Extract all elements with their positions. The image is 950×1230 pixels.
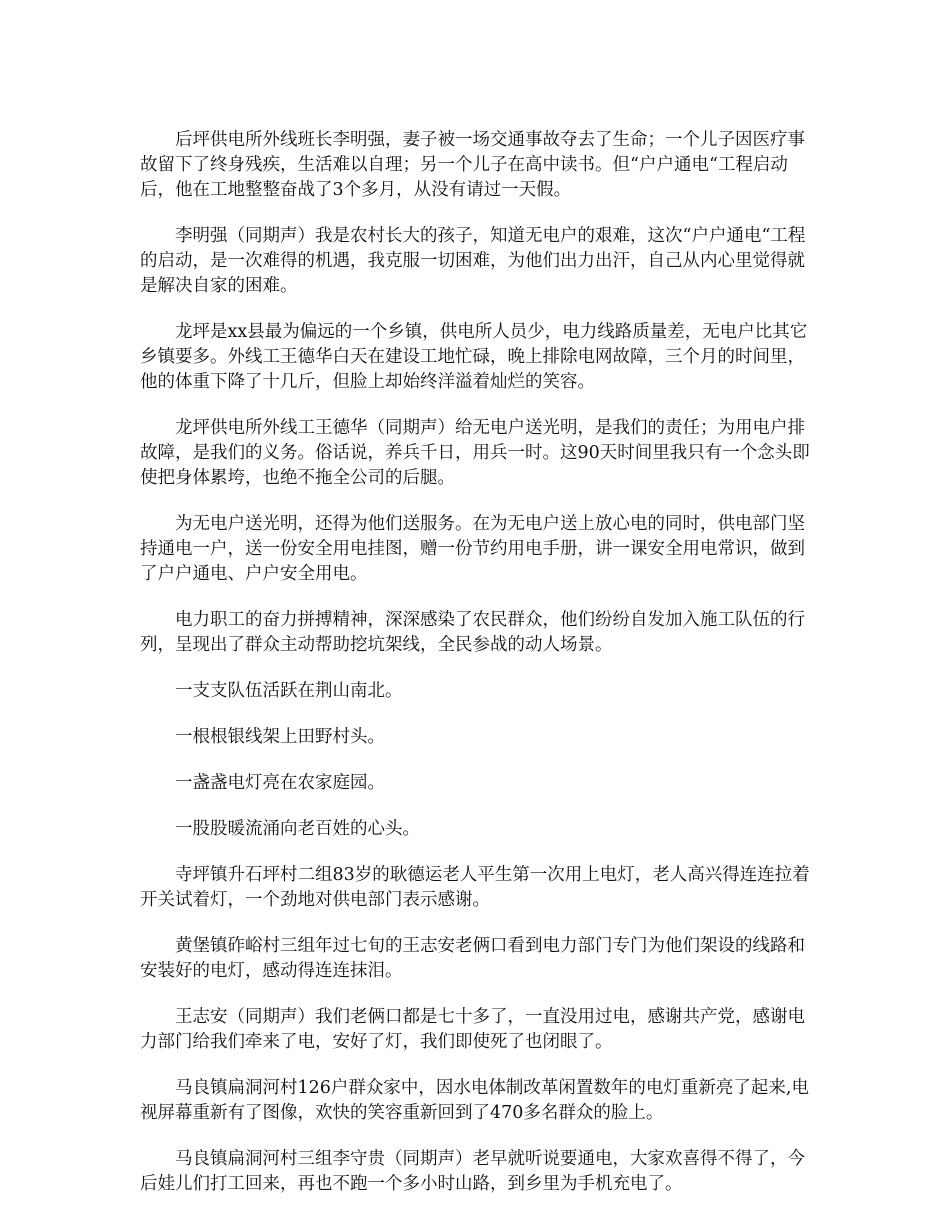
paragraph-12: 黄堡镇砟峪村三组年过七旬的王志安老俩口看到电力部门专门为他们架设的线路和安装好的电灯，感动得连连抹泪。 [140,936,805,981]
paragraph-11: 寺坪镇升石坪村二组83岁的耿德运老人平生第一次用上电灯，老人高兴得连连拉着开关试着灯，一个劲地对供电部门表示感谢。 [140,865,810,910]
paragraph-6: 电力职工的奋力拼搏精神，深深感染了农民群众，他们纷纷自发加入施工队伍的行列，呈现出了群众主动帮助挖坑架线，全民参战的动人场景。 [140,610,805,655]
paragraph-8: 一根根银线架上田野村头。 [175,727,385,747]
paragraph-9: 一盏盏电灯亮在农家庭园。 [175,773,385,793]
paragraph-7: 一支支队伍活跃在荆山南北。 [175,681,403,701]
paragraph-5: 为无电户送光明，还得为他们送服务。在为无电户送上放心电的同时，供电部门坚持通电一户，送一份安全用电挂图，赠一份节约用电手册，讲一课安全用电常识，做到了户户通电、户户安全用电。 [140,514,805,584]
paragraph-3: 龙坪是xx县最为偏远的一个乡镇，供电所人员少，电力线路质量差，无电户比其它乡镇要多。外线工王德华白天在建设工地忙碌，晚上排除电网故障，三个月的时间里，他的体重下降了十几斤，但脸上却始终洋溢着灿烂的笑容。 [140,322,808,392]
paragraph-1: 后坪供电所外线班长李明强，妻子被一场交通事故夺去了生命；一个儿子因医疗事故留下了终身残疾，生活难以自理；另一个儿子在高中读书。但“户户通电“工程启动后，他在工地整整奋战了3个多月，从没有请过一天假。 [140,130,805,200]
paragraph-10: 一股股暖流涌向老百姓的心头。 [175,819,420,839]
paragraph-15: 马良镇扁洞河村三组李守贵（同期声）老早就听说要通电，大家欢喜得不得了，今后娃儿们打工回来，再也不跑一个多小时山路，到乡里为手机充电了。 [140,1149,805,1194]
document-body [140,128,820,1218]
paragraph-2: 李明强（同期声）我是农村长大的孩子，知道无电户的艰难，这次“户户通电“工程的启动，是一次难得的机遇，我克服一切困难，为他们出力出汗，自己从内心里觉得就是解决自家的困难。 [140,226,806,296]
paragraph-14: 马良镇扁洞河村126户群众家中，因水电体制改革闲置数年的电灯重新亮了起来,电视屏幕重新有了图像，欢快的笑容重新回到了470多名群众的脸上。 [140,1078,809,1123]
paragraph-13: 王志安（同期声）我们老俩口都是七十多了，一直没用过电，感谢共产党，感谢电力部门给我们牵来了电，安好了灯，我们即使死了也闭眼了。 [140,1007,805,1052]
paragraph-4: 龙坪供电所外线工王德华（同期声）给无电户送光明，是我们的责任；为用电户排故障，是我们的义务。俗话说，养兵千日，用兵一时。这90天时间里我只有一个念头即使把身体累垮，也绝不拖全公司的后腿。 [140,418,810,488]
